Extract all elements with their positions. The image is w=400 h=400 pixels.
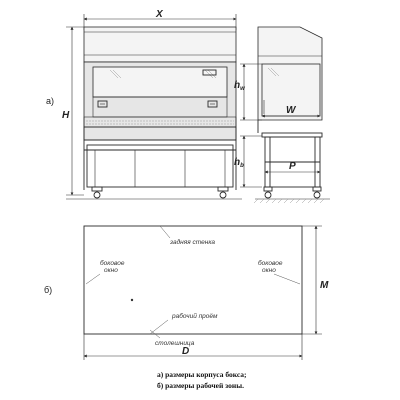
height-dimension-label: H [62,110,70,121]
part-label-b: б) [44,285,53,295]
work-height-dimension-label: $h_w$ [234,80,245,92]
side-window-right-label-1: боковое [258,260,283,267]
width-dimension-label-plan: D [182,346,190,357]
front-view [62,9,242,199]
work-opening-label: рабочий проём [172,313,218,320]
caption-b: б) размеры рабочей зоны. [157,381,244,390]
tabletop-label: столешница [155,340,195,347]
side-window-left-label-1: боковое [100,260,125,267]
back-wall-leader [160,226,170,238]
side-window-left-label-2: окно [104,267,118,274]
side-view [234,27,330,203]
plan-view [84,226,329,360]
caption-a: а) размеры корпуса бокса; [157,370,247,379]
side-window-right-leader [274,274,300,284]
base-stand [87,145,233,187]
base-depth-dimension-label: P [289,161,296,172]
work-zone-center-dot [131,299,133,301]
side-window-right-label-2: окно [262,267,276,274]
depth-dimension-label: M [320,280,329,291]
side-window-left-leader [86,274,100,284]
side-left-wheel-icon [265,192,271,198]
back-wall-label: задняя стенка [170,239,216,246]
sash-window [93,67,227,97]
work-depth-dimension-label: W [286,105,296,116]
base-height-dimension-label: $h_b$ [234,157,244,169]
front-left-wheel-icon [94,192,100,198]
side-right-wheel-icon [314,192,320,198]
width-dimension-label: X [156,9,163,20]
front-right-wheel-icon [220,192,226,198]
part-label-a: а) [46,96,55,106]
